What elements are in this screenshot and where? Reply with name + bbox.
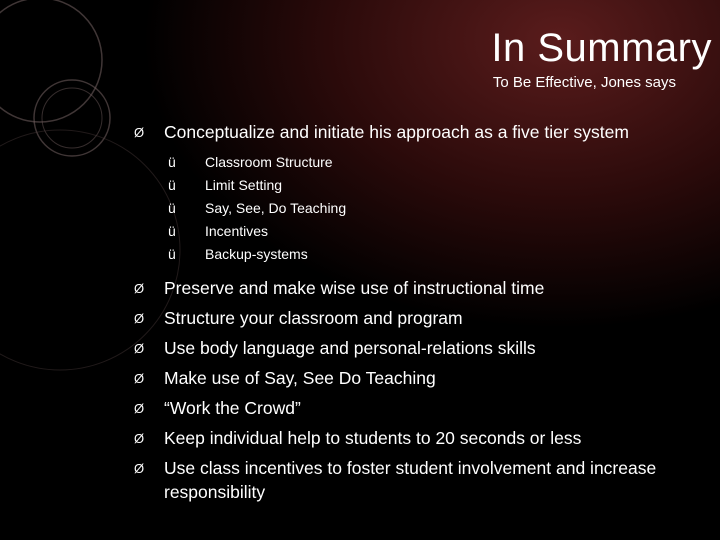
bullet-text: Preserve and make wise use of instructional time [164,278,545,298]
arrow-bullet-icon: Ø [134,125,145,140]
arrow-bullet-icon: Ø [134,371,145,386]
check-icon: ü [168,177,176,193]
sub-bullet-text: Backup-systems [205,246,308,262]
arrow-bullet-icon: Ø [134,401,145,416]
arrow-bullet-icon: Ø [134,341,145,356]
sub-bullet-text: Incentives [205,223,269,239]
arrow-bullet-icon: Ø [134,281,145,296]
check-icon: ü [168,223,176,239]
bullet-text: Make use of Say, See Do Teaching [164,368,436,388]
bullet-item [0,396,720,421]
arrow-bullet-icon: Ø [134,461,145,476]
check-icon: ü [168,246,176,262]
sub-bullet-item [0,197,720,220]
sub-bullet-text: Say, See, Do Teaching [205,200,347,216]
bullet-item [0,276,720,301]
check-icon: ü [168,200,176,216]
bullet-list [0,120,720,509]
bullet-item [0,336,720,361]
bullet-text: Use body language and personal-relations skills [164,338,536,358]
bullet-text: “Work the Crowd” [164,398,301,418]
arrow-bullet-icon: Ø [134,311,145,326]
bullet-item [0,366,720,391]
bullet-text: Structure your classroom and program [164,308,463,328]
sub-bullet-text: Limit Setting [205,177,283,193]
bullet-text: Conceptualize and initiate his approach as a five tier system [164,122,629,142]
bullet-item [0,456,720,504]
bullet-item [0,426,720,451]
sub-bullet-list [0,151,720,266]
arrow-bullet-icon: Ø [134,431,145,446]
bullet-text: Keep individual help to students to 20 seconds or less [164,428,582,448]
bullet-text: Use class incentives to foster student involvement and increase responsibility [164,458,657,502]
slide-subtitle: To Be Effective, Jones says [492,74,676,91]
sub-bullet-item [0,243,720,266]
sub-bullet-item [0,220,720,243]
bullet-item [0,120,720,145]
sub-bullet-item [0,151,720,174]
check-icon: ü [168,154,176,170]
sub-bullet-text: Classroom Structure [205,154,333,170]
bullet-item [0,306,720,331]
sub-bullet-item [0,174,720,197]
slide-title: In Summary [491,26,712,70]
